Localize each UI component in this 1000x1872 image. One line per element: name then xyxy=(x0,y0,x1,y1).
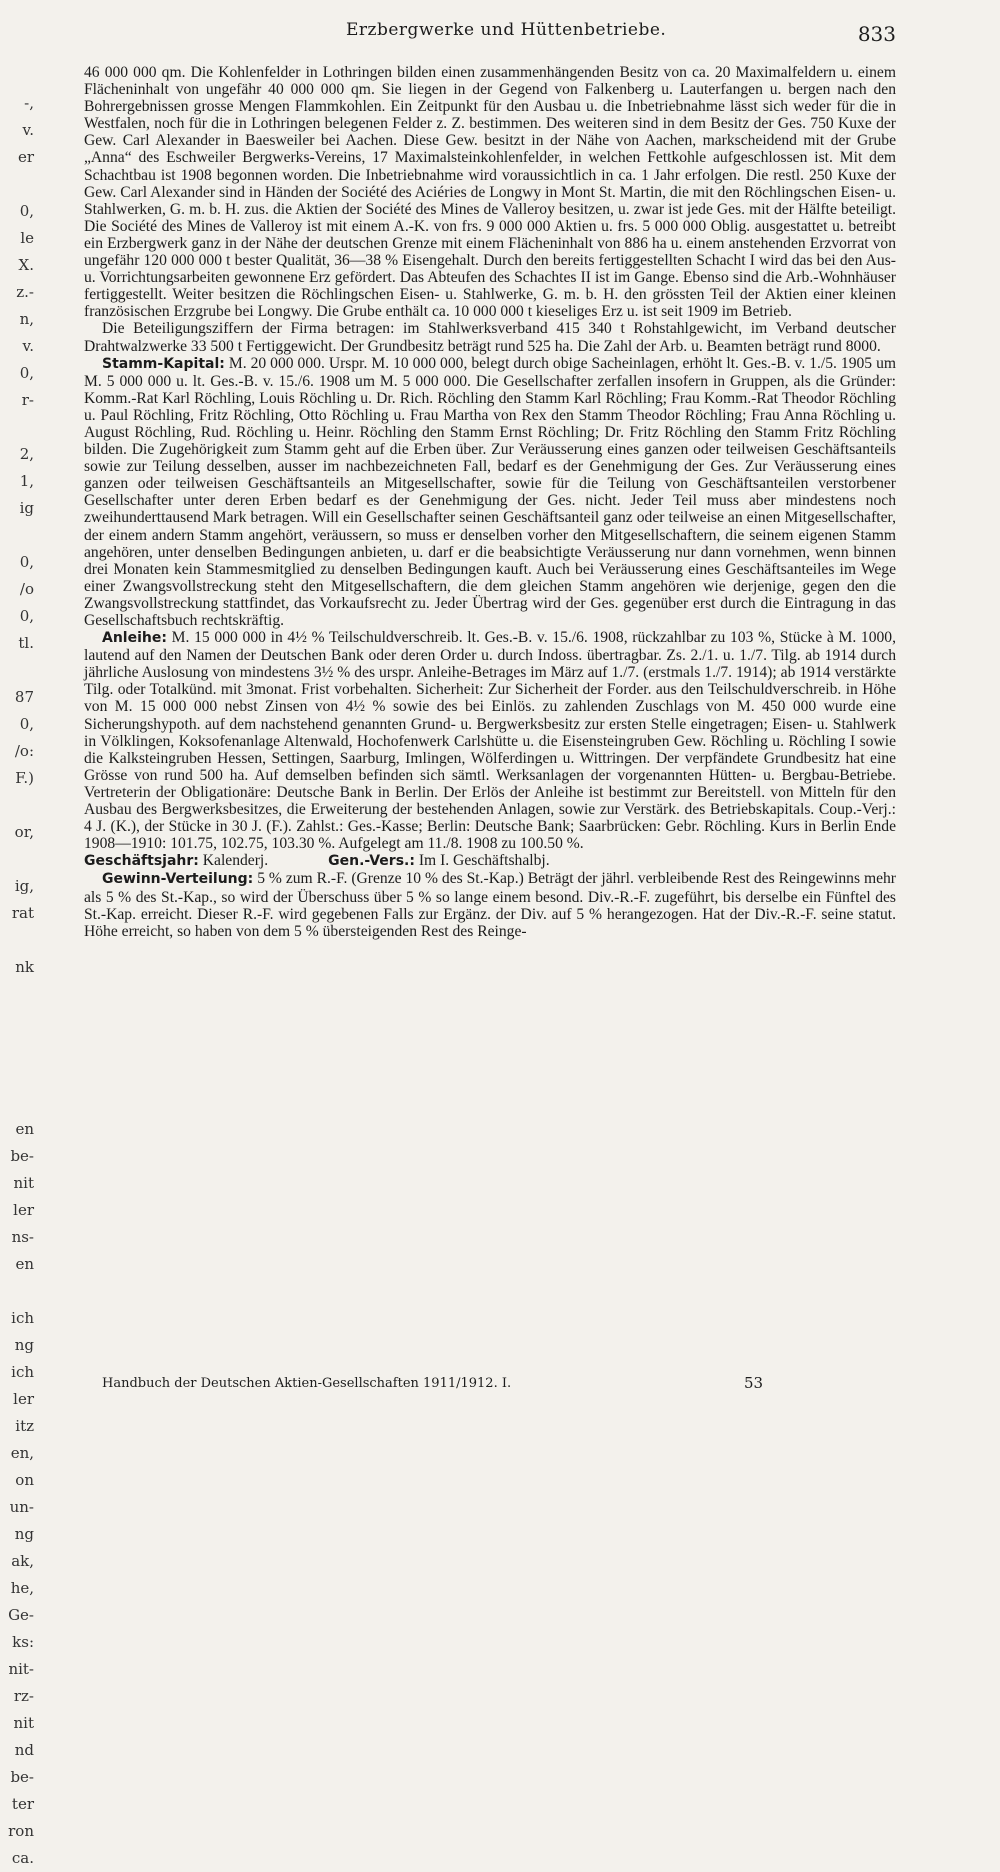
signature-mark: 53 xyxy=(744,1374,764,1392)
margin-fragment: le xyxy=(20,229,34,247)
margin-fragment: ig xyxy=(19,499,34,517)
margin-fragment: en xyxy=(15,1120,34,1138)
fiscal-year-text: Kalenderj. xyxy=(198,852,269,870)
margin-fragment xyxy=(0,1089,34,1116)
page xyxy=(84,16,896,1396)
running-title: Erzbergwerke und Hüttenbetriebe. xyxy=(346,20,667,40)
margin-fragment: ich xyxy=(11,1309,34,1327)
margin-fragment xyxy=(0,846,34,873)
paragraph-loan xyxy=(84,629,896,852)
paragraph-quotas: Die Beteiligungsziffern der Firma betragen: im Stahlwerksverband 415 340 t Rohstahlgewicht, im Verband deutscher Drahtwalzwerke 33 500 t Fertiggewicht. Der Grundbesitz beträgt rund 525 ha. Die Zahl der Arb. u. Beamten beträgt rund 8000. xyxy=(84,320,896,355)
margin-fragment: ng xyxy=(14,1336,34,1354)
margin-fragment: be- xyxy=(10,1147,34,1165)
margin-fragment: v. xyxy=(22,337,34,355)
margin-fragment: nit xyxy=(13,1174,34,1192)
margin-fragment: 2, xyxy=(19,445,34,463)
margin-fragment xyxy=(0,927,34,954)
margin-fragment: ich xyxy=(11,1363,34,1381)
margin-fragment: ks: xyxy=(12,1633,34,1651)
margin-fragment: ns- xyxy=(11,1228,34,1246)
margin-fragment: be- xyxy=(10,1768,34,1786)
margin-fragment: nit- xyxy=(8,1660,34,1678)
margin-fragment: ler xyxy=(13,1390,34,1408)
margin-fragment xyxy=(0,657,34,684)
capital-heading: Stamm-Kapital: xyxy=(102,355,225,372)
running-head xyxy=(84,16,896,50)
margin-fragment: he, xyxy=(10,1579,34,1597)
margin-fragment: 0, xyxy=(19,553,34,571)
margin-fragment: on xyxy=(15,1471,34,1489)
margin-fragment: nit xyxy=(13,1714,34,1732)
margin-fragment xyxy=(0,1062,34,1089)
margin-fragment: ron xyxy=(8,1822,34,1840)
margin-fragment: v. xyxy=(22,121,34,139)
margin-fragment: un- xyxy=(9,1498,34,1516)
margin-fragment xyxy=(0,1008,34,1035)
general-meeting-heading: Gen.-Vers.: xyxy=(328,853,415,870)
margin-fragment: or, xyxy=(14,823,34,841)
margin-fragment: ler xyxy=(13,1201,34,1219)
margin-fragment xyxy=(0,981,34,1008)
general-meeting-text: Im I. Geschäftshalbj. xyxy=(414,852,550,870)
margin-fragment: Ge- xyxy=(8,1606,34,1624)
footer-source: Handbuch der Deutschen Aktien-Gesellschaften 1911/1912. I. xyxy=(102,1376,512,1391)
margin-fragment: itz xyxy=(15,1417,34,1435)
margin-fragment: er xyxy=(17,148,34,166)
margin-fragment: tl. xyxy=(18,634,34,652)
fiscal-and-meeting xyxy=(84,852,896,870)
margin-fragment: 0, xyxy=(19,607,34,625)
paragraph-capital xyxy=(84,355,896,630)
margin-fragment: /o xyxy=(19,580,34,598)
profit-heading: Gewinn-Verteilung: xyxy=(102,871,254,888)
margin-fragment: 0, xyxy=(19,202,34,220)
body-text xyxy=(84,64,896,940)
margin-fragment xyxy=(0,522,34,549)
loan-heading: Anleihe: xyxy=(102,630,167,647)
margin-fragment: r- xyxy=(21,391,34,409)
margin-fragment: rz- xyxy=(13,1687,34,1705)
margin-fragment: 0, xyxy=(19,364,34,382)
margin-fragment: -, xyxy=(24,94,34,112)
profit-text: 5 % zum R.-F. (Grenze 10 % des St.-Kap.) Beträgt der jährl. verbleibende Rest des Reingewinns mehr als 5 % des St.-Kap., so wird der Überschuss über 5 % so lange einem besond. Div.-R.-F. zugeführt, bis derselbe ein Fünftel des St.-Kap. erreicht. Dieser R.-F. wird gegebenen Falls zur Ergänz. der Div. auf 5 % herangezogen. Hat der Div.-R.-F. seine statut. Höhe erreicht, so haben von dem 5 % übersteigenden Rest des Reinge- xyxy=(84,870,896,940)
margin-fragment: z.- xyxy=(16,283,34,301)
margin-fragment: n, xyxy=(19,310,34,328)
margin-fragment xyxy=(0,1035,34,1062)
loan-text: M. 15 000 000 in 4½ % Teilschuldverschreib. lt. Ges.-B. v. 15./6. 1908, rückzahlbar zu 103 %, Stücke à M. 1000, lautend auf den Namen der Deutschen Bank oder deren Order u. durch Indoss. übertragbar. Zs. 2./1. u. 1./7. Tilg. ab 1914 durch jährliche Auslosung von mindestens 3½ % des urspr. Anleihe-Betrages im März auf 1./7. (erstmals 1./7. 1914); ab 1914 verstärkte Tilg. oder Totalkünd. mit 3monat. Frist vorbehalten. Sicherheit: Zur Sicherheit der Forder. aus den Teilschuldverschreib. in Höhe von M. 15 000 000 nebst Zinsen von 4½ % sowie des bei Einlös. zu zahlenden Zuschlags von M. 450 000 wurde eine Sicherungshypoth. auf dem nachstehend genannten Grund- u. Bergwerksbesitz zur ersten Stelle eingetragen; Eisen- u. Stahlwerk in Völklingen, Koksofenanlage Altenwald, Hochofenwerk Carlshütte u. die Eisensteingruben Gew. Röchling u. Röchling I sowie die Kalksteingruben Hessen, Settingen, Saarburg, Imlingen, Wölferdingen u. Wittringen. Der verpfändete Grundbesitz hat eine Grösse von rund 500 ha. Auf demselben befinden sich sämtl. Werksanlagen der vorgenannten Hütten- u. Bergbau-Betriebe. Vertreterin der Obligationäre: Deutsche Bank in Berlin. Der Erlös der Anleihe ist bestimmt zur Bereitstell. von Mitteln für den Ausbau des Bergwerksbesitzes, die Erweiterung der bestehenden Anlagen, sowie zur Verstärk. des Betriebskapitals. Coup.-Verj.: 4 J. (K.), der Stücke in 30 J. (F.). Zahlst.: Ges.-Kasse; Berlin: Deutsche Bank; Saarbrücken: Gebr. Röchling. Kurs in Berlin Ende 1908—1910: 101.75, 102.75, 103.30 %. Aufgelegt am 11./8. 1908 zu 100.50 %. xyxy=(84,629,896,853)
margin-fragment: ng xyxy=(14,1525,34,1543)
margin-fragment: ig, xyxy=(14,877,34,895)
margin-fragment: nd xyxy=(14,1741,34,1759)
page-number: 833 xyxy=(857,22,896,46)
margin-fragment: en xyxy=(15,1255,34,1273)
previous-page-margin xyxy=(0,90,34,1867)
margin-fragment: rat xyxy=(11,904,34,922)
margin-fragment: nk xyxy=(15,958,34,976)
margin-fragment xyxy=(0,1278,34,1305)
fiscal-year-heading: Geschäftsjahr: xyxy=(84,853,199,870)
margin-fragment: ak, xyxy=(11,1552,34,1570)
margin-fragment: 1, xyxy=(19,472,34,490)
margin-fragment: ter xyxy=(11,1795,34,1813)
margin-fragment: ca. xyxy=(11,1849,34,1867)
margin-fragment xyxy=(0,792,34,819)
margin-fragment xyxy=(0,414,34,441)
paragraph-holdings: 46 000 000 qm. Die Kohlenfelder in Lothringen bilden einen zusammenhängenden Besitz von ca. 20 Maximalfeldern u. einem Flächeninhalt von ungefähr 40 000 000 qm. Sie liegen in der Gegend von Falkenberg u. Lauterfangen u. bergen nach den Bohrergebnissen grosse Mengen Flammkohlen. Ein Zeitpunkt für den Ausbau u. die Inbetriebnahme lässt sich weder für die in Westfalen, noch für die in Lothringen belegenen Felder z. Z. bestimmen. Des weiteren sind in dem Besitz der Ges. 750 Kuxe der Gew. Carl Alexander in Baesweiler bei Aachen. Diese Gew. besitzt in der Nähe von Aachen, markscheidend mit der Grube „Anna“ des Eschweiler Bergwerks-Vereins, 17 Maximalsteinkohlenfelder, in welchen Fettkohle aufgeschlossen ist. Mit dem Schachtbau ist 1908 begonnen worden. Die Inbetriebnahme wird voraussichtlich in ca. 1 Jahr erfolgen. Die restl. 250 Kuxe der Gew. Carl Alexander sind in Händen der Société des Aciéries de Longwy in Mont St. Martin, die mit den Röchlingschen Eisen- u. Stahlwerken, G. m. b. H. zus. die Aktien der Société des Mines de Valleroy besitzen, u. zwar ist jede Ges. mit der Hälfte beteiligt. Die Société des Mines de Valleroy ist mit einem A.-K. von frs. 9 000 000 Aktien u. frs. 5 000 000 Oblig. ausgestattet u. betreibt ein Erzbergwerk ganz in der Nähe der deutschen Grenze mit einem Flächeninhalt von 886 ha u. einem anstehenden Erzvorrat von ungefähr 120 000 000 t bester Qualität, 36—38 % Eisengehalt. Durch den bereits fertiggestellten Schacht I wird das bei den Aus- u. Vorrichtungsarbeiten gewonnene Erz gefördert. Das Abteufen des Schachtes II ist im Gange. Ebenso sind die Arb.-Wohnhäuser fertiggestellt. Weiter besitzen die Röchlingschen Eisen- u. Stahlwerke, G. m. b. H. den grössten Teil der Aktien einer kleinen französischen Erzgrube bei Longwy. Die Grube enthält ca. 10 000 000 t kieseliges Erz u. ist seit 1909 im Betrieb. xyxy=(84,64,896,321)
general-meeting xyxy=(328,852,549,870)
margin-fragment: en, xyxy=(10,1444,34,1462)
margin-fragment: F.) xyxy=(15,769,34,787)
margin-fragment: 0, xyxy=(19,715,34,733)
paragraph-profit xyxy=(84,870,896,939)
margin-fragment: X. xyxy=(18,256,34,274)
fiscal-year xyxy=(84,852,268,870)
margin-fragment: 87 xyxy=(14,688,34,706)
margin-fragment: /o: xyxy=(14,742,34,760)
capital-text: M. 20 000 000. Urspr. M. 10 000 000, belegt durch obige Sacheinlagen, erhöht lt. Ges.-B. v. 1./5. 1905 um M. 5 000 000 u. lt. Ges.-B. v. 15./6. 1908 um M. 5 000 000. Die Gesellschafter zerfallen insofern in Gruppen, als die Gründer: Komm.-Rat Karl Röchling, Louis Röchling u. Dr. Rich. Röchling den Stamm Karl Röchling; Frau Komm.-Rat Theodor Röchling u. Paul Röchling, Fritz Röchling, Otto Röchling u. Frau Martha von Rex den Stamm Theodor Röchling; Frau Anna Röchling u. August Röchling, Rud. Röchling u. Heinr. Röchling den Stamm Ernst Röchling; Dr. Fritz Röchling den Stamm Fritz Röchling bilden. Die Zugehörigkeit zum Stamm geht auf die Erben über. Zur Veräusserung eines ganzen oder teilweisen Geschäftsanteils sowie zur Teilung desselben, ausser im nachbezeichneten Fall, bedarf es der Genehmigung der Ges. Zur Veräusserung eines ganzen oder teilweisen Geschäftsanteils an Mitgesellschafter, sowie für die Teilung von Geschäftsanteilen verstorbener Gesellschafter unter deren Erben bedarf es der Genehmigung der Ges. nicht. Jeder Teil muss aber mindestens noch zweihunderttausend Mark betragen. Will ein Gesellschafter seinen Geschäftsanteil ganz oder teilweise an einen Mitgesellschafter, der einem andern Stamm angehört, veräussern, so muss er denselben vorher den Mitgesellschaftern, die seinem eigenen Stamm angehören, unter denselben Bedingungen anbieten, u. darf er die beabsichtigte Veräusserung nur dann vornehmen, wenn binnen drei Monaten kein Stammesmitglied zu denselben Bedingungen kauft. Auch bei Veräusserung eines Geschäftsanteiles im Wege einer Zwangsvollstreckung steht den Mitgesellschaftern, die dem gleichen Stamm angehören wie derjenige, gegen den die Zwangsvollstreckung stattfindet, das Vorkaufsrecht zu. Jeder Übertrag wird der Ges. gegenüber erst durch die Eintragung in das Gesellschaftsbuch rechtskräftig. xyxy=(84,354,896,629)
margin-fragment xyxy=(0,171,34,198)
